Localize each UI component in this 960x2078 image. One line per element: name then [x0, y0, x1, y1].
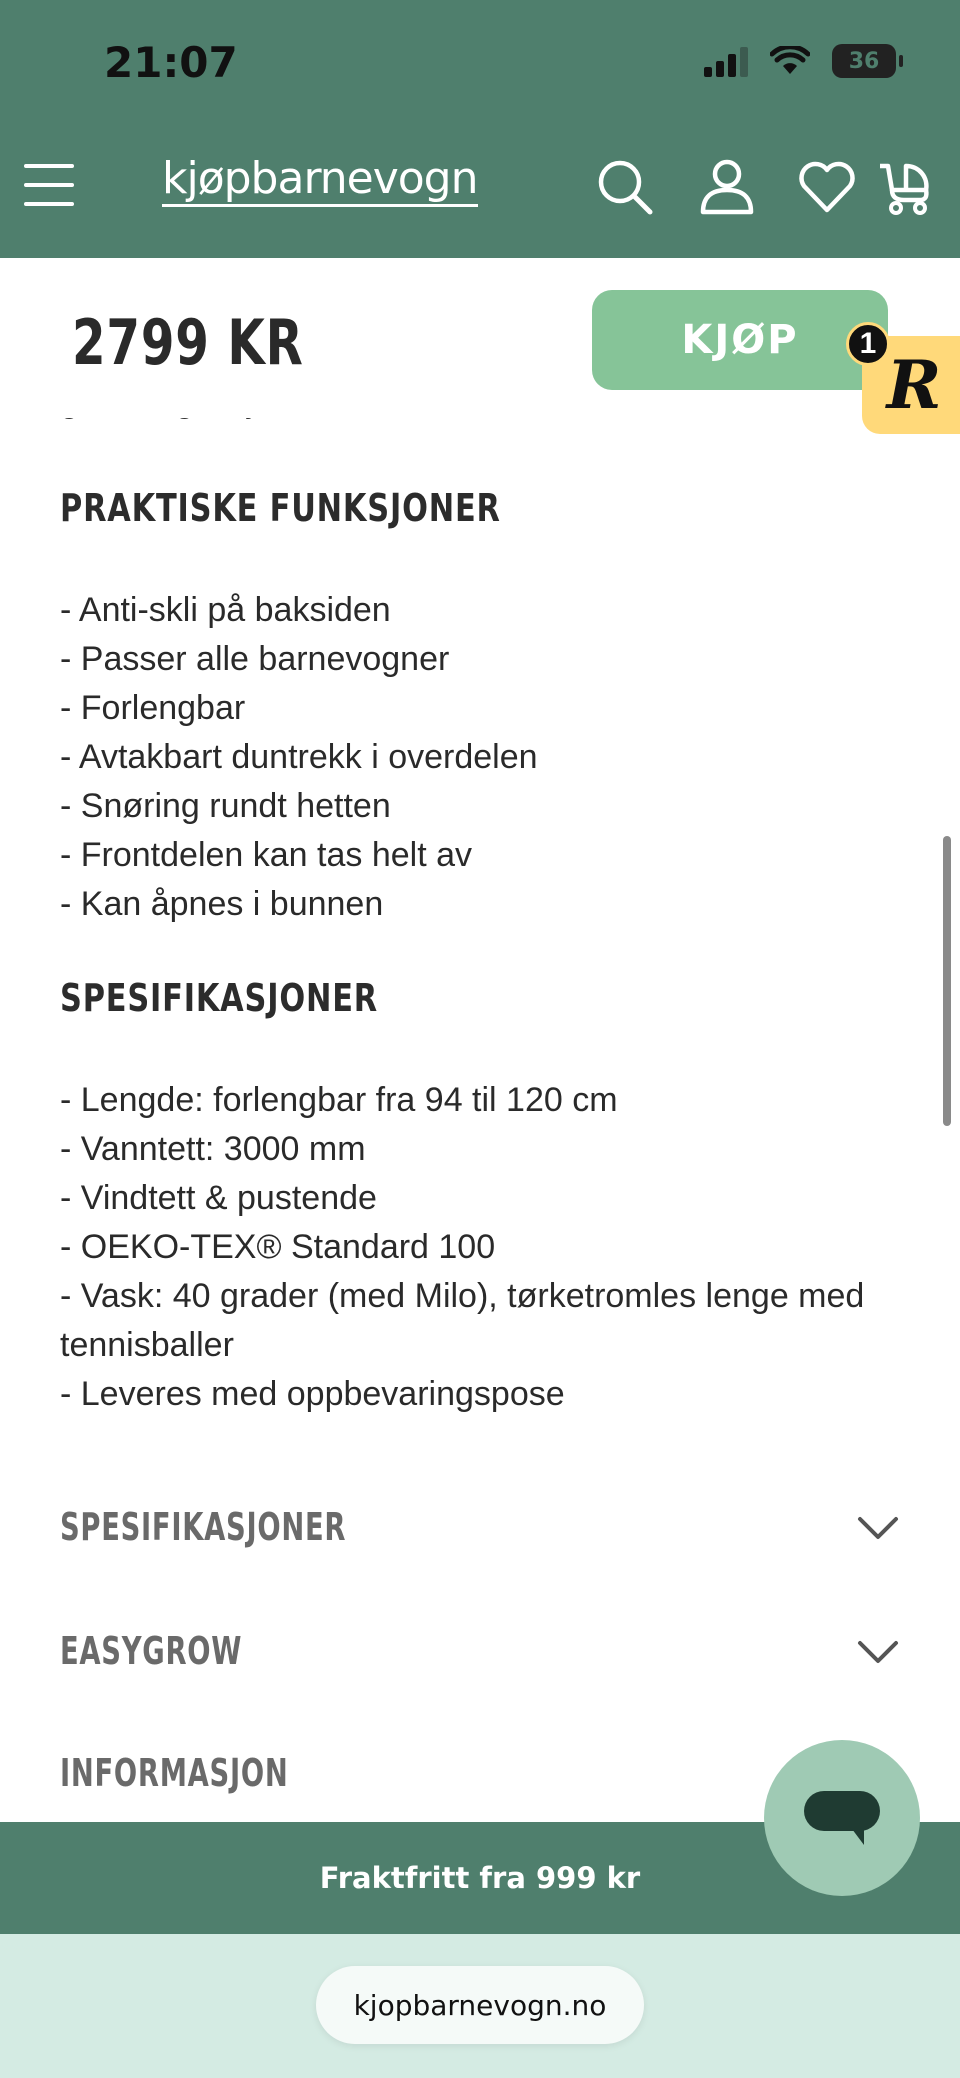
cellular-signal-icon — [704, 45, 748, 77]
free-shipping-banner: Fraktfritt fra 999 kr — [0, 1822, 960, 1934]
features-list — [60, 586, 880, 929]
buy-button[interactable]: KJØP — [592, 290, 888, 390]
list-item: - Passer alle barnevogner — [60, 640, 450, 678]
specs-list — [60, 1076, 880, 1419]
chevron-down-icon — [856, 1629, 900, 1673]
accordion-label: INFORMASJON — [60, 1751, 289, 1795]
list-item: - Kan åpnes i bunnen — [60, 885, 384, 923]
list-item: - Forlengbar — [60, 689, 246, 727]
wifi-icon — [770, 46, 810, 76]
list-item: - Lengde: forlengbar fra 94 til 120 cm — [60, 1081, 618, 1119]
url-field[interactable]: kjopbarnevogn.no — [316, 1966, 644, 2044]
stroller-cart-icon[interactable] — [874, 156, 936, 218]
chat-bubble-icon — [802, 1783, 882, 1853]
heart-icon[interactable] — [796, 156, 858, 218]
section-heading-specs: SPESIFIKASJONER — [60, 976, 378, 1020]
accordion-specifications[interactable] — [60, 1492, 900, 1562]
list-item: - Avtakbart duntrekk i overdelen — [60, 738, 538, 776]
section-heading-features: PRAKTISKE FUNKSJONER — [60, 486, 501, 530]
accordion-easygrow[interactable] — [60, 1616, 900, 1686]
status-time: 21:07 — [104, 38, 238, 87]
chat-button[interactable] — [764, 1740, 920, 1896]
product-price: 2799 KR — [72, 306, 304, 379]
sticky-buy-bar — [0, 258, 960, 418]
chevron-down-icon — [856, 1505, 900, 1549]
browser-address-bar — [0, 1934, 960, 2078]
accordion-label: SPESIFIKASJONER — [60, 1505, 347, 1549]
list-item: - Leveres med oppbevaringspose — [60, 1375, 565, 1413]
site-logo[interactable]: kjøpbarnevogn — [162, 156, 478, 207]
list-item: - Snøring rundt hetten — [60, 787, 391, 825]
search-icon[interactable] — [594, 156, 656, 218]
list-item: - Vindtett & pustende — [60, 1179, 377, 1217]
battery-indicator: 36 — [832, 44, 896, 78]
list-item: - Vanntett: 3000 mm — [60, 1130, 366, 1168]
list-item: - Vask: 40 grader (med Milo), tørketromles lenge med tennisballer — [60, 1277, 865, 1364]
main-nav — [0, 150, 960, 220]
scrollbar[interactable] — [943, 836, 951, 1126]
reviews-count-badge: 1 — [846, 322, 890, 366]
account-icon[interactable] — [696, 156, 758, 218]
reviews-logo-icon: R — [886, 346, 942, 424]
list-item: - Anti-skli på baksiden — [60, 591, 391, 629]
site-header — [0, 0, 960, 258]
menu-icon[interactable] — [24, 164, 74, 206]
status-icons — [704, 44, 896, 78]
list-item: - OEKO-TEX® Standard 100 — [60, 1228, 496, 1266]
accordion-label: EASYGROW — [60, 1629, 243, 1673]
list-item: - Frontdelen kan tas helt av — [60, 836, 473, 874]
